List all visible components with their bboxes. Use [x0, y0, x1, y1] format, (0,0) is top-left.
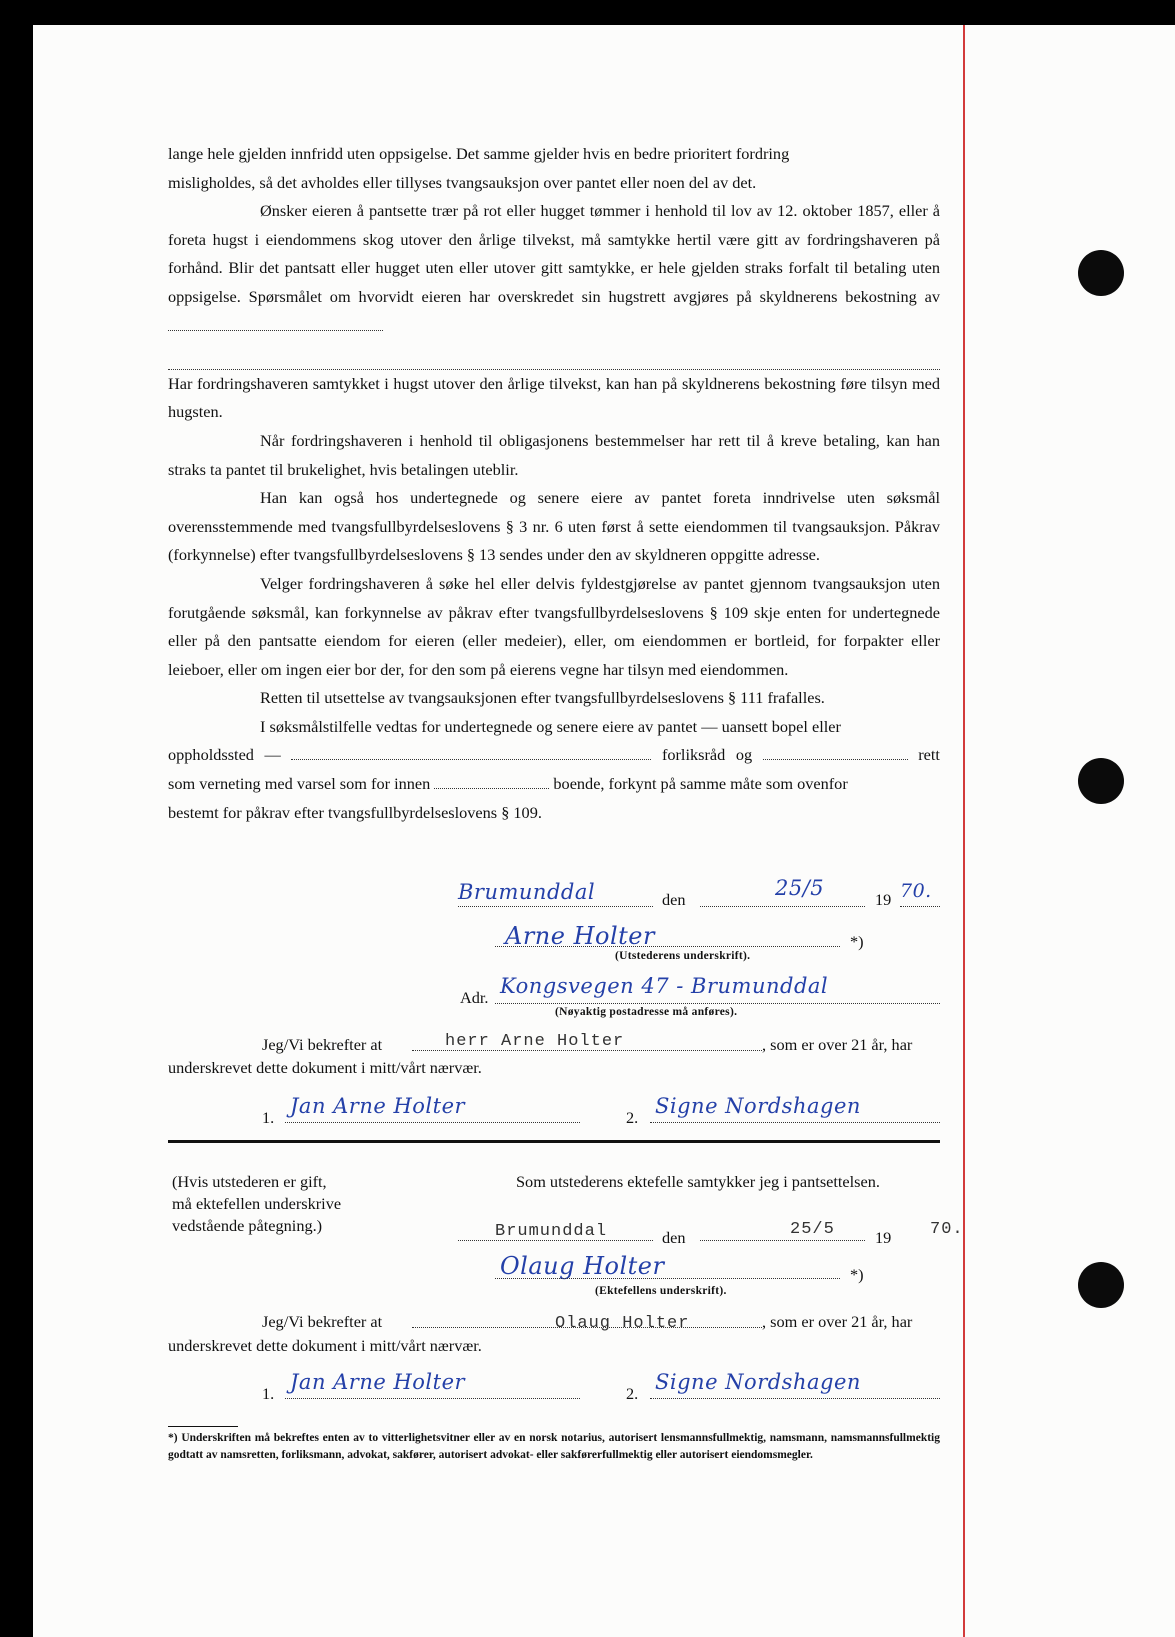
blank-line — [168, 340, 940, 370]
issuer-confirm-line — [412, 1050, 762, 1051]
spouse-witness-2-signature: Signe Nordshagen — [655, 1370, 861, 1394]
paragraph-8: I søksmålstilfelle vedtas for undertegnede og senere eiere av pantet — uansett bopel eller — [260, 716, 841, 736]
issuer-confirm-name: herr Arne Holter — [445, 1032, 625, 1051]
punch-hole-bottom — [1078, 1262, 1124, 1308]
paragraph-2-text: Ønsker eieren å pantsette trær på rot eller hugget tømmer i henhold til lov av 12. oktober 1857, eller å foreta hugst i eiendommens skog utover den årlige tilvekst, må samtykke hertil være gitt av fordringshaveren på forhånd. Blir det pantsatt eller hugget uten eller utover gitt samtykke, er hele gjelden straks forfalt til betaling uten oppsigelse. Spørsmålet om hvorvidt eieren har overskredet sin hugstrett avgjøres på skyldnerens bekostning av — [168, 201, 940, 306]
issuer-signature-caption: (Utstederens underskrift). — [615, 950, 751, 962]
punch-hole-middle — [1078, 758, 1124, 804]
issuer-confirm-line-2: underskrevet dette dokument i mitt/vårt nærvær. — [168, 1058, 482, 1077]
spouse-witness-2-number: 2. — [626, 1384, 639, 1403]
spouse-footnote-mark: *) — [850, 1265, 864, 1284]
issuer-address-label: Adr. — [460, 988, 489, 1007]
paragraph-5: Han kan også hos undertegnede og senere eiere av pantet foreta inndrivelse uten søksmål overensstemmende med tvangsfullbyrdelseslovens § 3 nr. 6 uten først å sette eiendommen til tvangsauksjon. Påkrav (forkynnelse) efter tvangsfullbyrdelseslovens § 13 sendes under den av skyldneren oppgitte adresse. — [168, 488, 940, 565]
spouse-confirm-suffix: , som er over 21 år, har — [762, 1312, 913, 1331]
issuer-witness-2-number: 2. — [626, 1108, 639, 1127]
court-blank — [763, 743, 908, 760]
paragraph-1-line-2: misligholdes, så det avholdes eller tillyses tvangsauksjon over pantet eller noen del av det. — [168, 172, 757, 192]
spouse-signature-caption: (Ektefellens underskrift). — [595, 1285, 727, 1297]
issuer-address-caption: (Nøyaktig postadresse må anføres). — [555, 1006, 738, 1018]
issuer-witness-2-signature: Signe Nordshagen — [655, 1094, 861, 1118]
forliksrad-label: forliksråd og — [661, 745, 753, 765]
terms-text — [168, 140, 940, 827]
margin-line — [963, 25, 965, 1637]
spouse-note-line-2: må ektefellen underskrive — [172, 1194, 342, 1213]
spouse-witness-2-line — [650, 1398, 940, 1399]
spouse-witness-1-line — [285, 1398, 580, 1399]
paragraph-7: Retten til utsettelse av tvangsauksjonen efter tvangsfullbyrdelseslovens § 111 frafalles. — [260, 688, 825, 708]
notice-label: som verneting med varsel som for innen — [168, 774, 431, 794]
spouse-note-line-1: (Hvis utstederen er gift, — [172, 1172, 327, 1191]
spouse-note-line-3: vedstående påtegning.) — [172, 1216, 323, 1235]
issuer-year-prefix: 19 — [875, 890, 892, 909]
spouse-confirm-prefix: Jeg/Vi bekrefter at — [262, 1312, 383, 1331]
issuer-witness-2-line — [650, 1122, 940, 1123]
issuer-address: Kongsvegen 47 - Brumunddal — [500, 974, 829, 998]
issuer-signature: Arne Holter — [505, 922, 655, 950]
spouse-den-label: den — [662, 1228, 686, 1247]
footnote-rule — [168, 1426, 238, 1427]
issuer-footnote-mark: *) — [850, 932, 864, 951]
issuer-date-line — [700, 906, 865, 907]
issuer-witness-1-line — [285, 1122, 580, 1123]
paragraph-3: Har fordringshaveren samtykket i hugst utover den årlige tilvekst, kan han på skyldnerens bekostning føre tilsyn med hugsten. — [168, 373, 940, 422]
issuer-witness-1-signature: Jan Arne Holter — [290, 1094, 466, 1118]
spouse-place-line — [458, 1240, 653, 1241]
issuer-year-suffix: 70. — [900, 880, 932, 902]
spouse-signature-line — [495, 1278, 840, 1279]
spouse-witness-1-signature: Jan Arne Holter — [290, 1370, 466, 1394]
paragraph-8-notice — [168, 770, 940, 799]
issuer-year-line — [900, 906, 940, 907]
hugst-cost-blank — [168, 313, 383, 330]
spouse-place: Brumunddal — [495, 1222, 608, 1241]
spouse-year-prefix: 19 — [875, 1228, 892, 1247]
issuer-confirm-prefix: Jeg/Vi bekrefter at — [262, 1035, 383, 1054]
paragraph-2 — [168, 197, 940, 340]
paragraph-4: Når fordringshaveren i henhold til obligasjonens bestemmelser har rett til å kreve betaling, kan han straks ta pantet til brukelighet, hvis betalingen uteblir. — [168, 430, 940, 479]
venue-blank — [291, 743, 651, 760]
spouse-witness-1-number: 1. — [262, 1384, 275, 1403]
spouse-signature: Olaug Holter — [500, 1252, 665, 1280]
issuer-place: Brumunddal — [458, 880, 596, 904]
section-divider — [168, 1140, 940, 1143]
spouse-date-line — [700, 1240, 865, 1241]
issuer-den-label: den — [662, 890, 686, 909]
issuer-signature-line — [495, 946, 840, 947]
rett-label: rett — [918, 745, 940, 765]
spouse-confirm-line — [412, 1327, 762, 1328]
spouse-consent: Som utstederens ektefelle samtykker jeg i pantsettelsen. — [516, 1172, 880, 1191]
issuer-address-line — [495, 1003, 940, 1004]
spouse-year-suffix: 70. — [930, 1220, 964, 1239]
footnote: *) Underskriften må bekreftes enten av to vitterlighetsvitner eller av en norsk notarius, autorisert lensmannsfullmektig, namsmann, namsmannsfullmektig godtatt av namsretten, forliksmann, advokat, sakfører, autorisert advokat- eller sakførerfullmektig eller autorisert eiendomsmegler. — [168, 1432, 940, 1461]
spouse-confirm-name: Olaug Holter — [555, 1314, 690, 1333]
punch-hole-top — [1078, 250, 1124, 296]
spouse-date: 25/5 — [790, 1220, 835, 1239]
spouse-confirm-line-2: underskrevet dette dokument i mitt/vårt nærvær. — [168, 1336, 482, 1355]
issuer-witness-1-number: 1. — [262, 1108, 275, 1127]
issuer-date: 25/5 — [775, 876, 825, 900]
issuer-confirm-suffix: , som er over 21 år, har — [762, 1035, 913, 1054]
paragraph-6: Velger fordringshaveren å søke hel eller delvis fyldestgjørelse av pantet gjennom tvangsauksjon uten forutgående søksmål, kan forkynnelse av påkrav efter tvangsfullbyrdelseslovens § 109 skje enten for undertegnede eller på den pantsatte eiendom for eieren (eller medeier), eller, om eiendommen er bortleid, for forpakter eller leieboer, eller om ingen eier bor der, for den som på eierens vegne har tilsyn med eiendommen. — [168, 573, 940, 679]
boende-label: boende, forkynt på samme måte som ovenfor — [553, 774, 848, 794]
paragraph-1-line-1: lange hele gjelden innfridd uten oppsigelse. Det samme gjelder hvis en bedre prioritert fordring — [168, 144, 790, 163]
paragraph-8-end: bestemt for påkrav efter tvangsfullbyrdelseslovens § 109. — [168, 802, 542, 822]
issuer-place-line — [458, 906, 653, 907]
paragraph-8-venue — [168, 741, 940, 770]
venue-label: oppholdssted — — [168, 745, 281, 765]
notice-blank — [434, 772, 549, 789]
